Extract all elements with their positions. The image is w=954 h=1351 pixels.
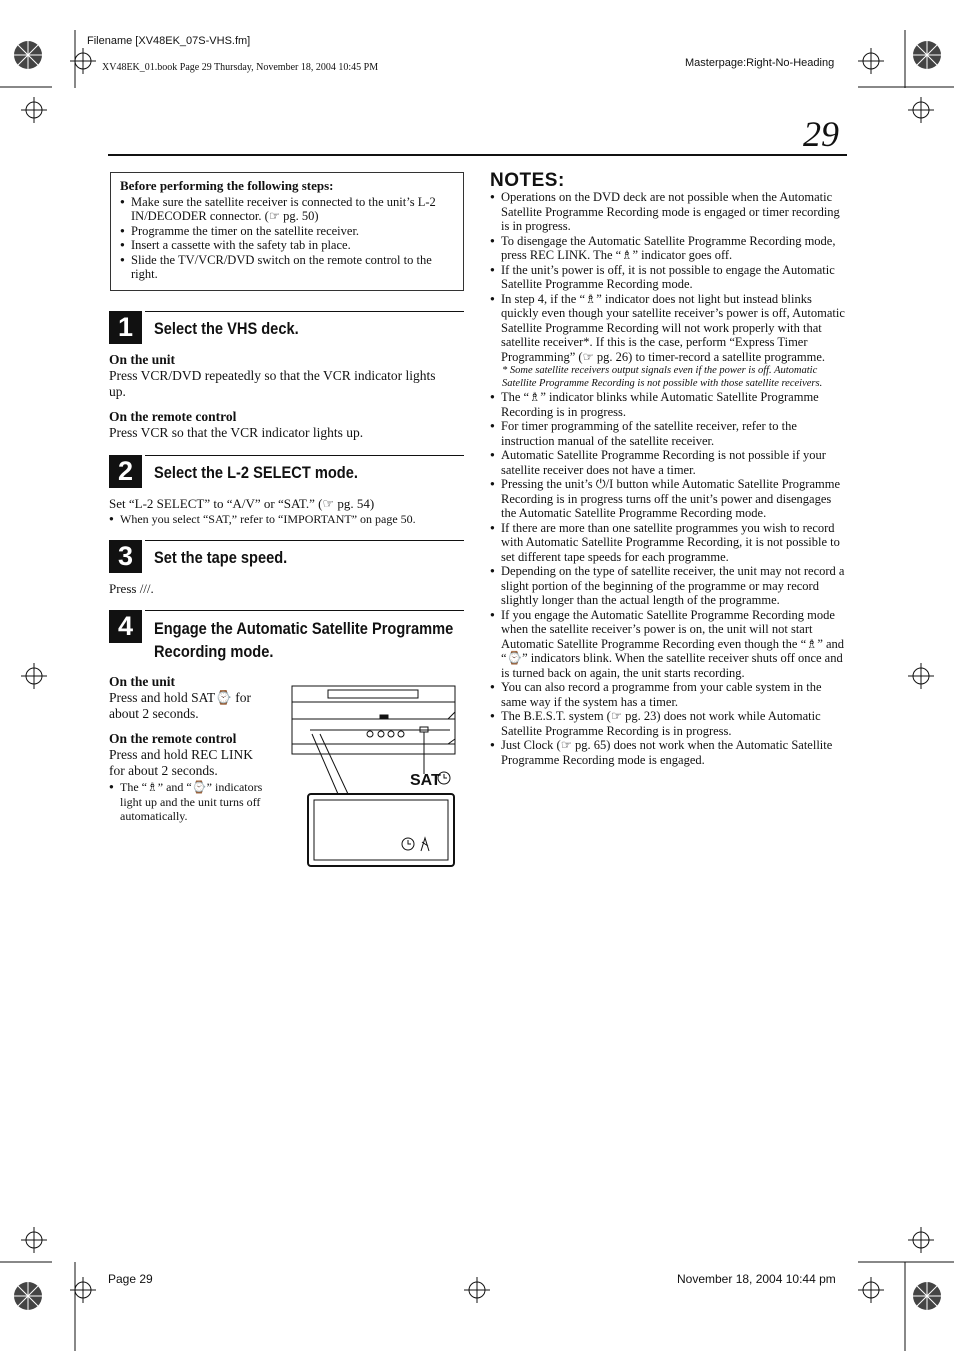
note-item: ● If there are more than one satellite programmes you wish to record with Automatic Satellite Programme Recording, it is not possible to set different tape speeds for each programme.: [490, 521, 846, 565]
vcr-front-panel-figure: [290, 684, 458, 868]
note-item: ● For timer programming of the satellite receiver, refer to the instruction manual of the satellite receiver.: [490, 419, 846, 448]
before-item: ● Make sure the satellite receiver is connected to the unit’s L-2 IN/DECODER connector. (☞ pg. 50): [120, 195, 455, 224]
step-2-bullets: [109, 512, 459, 527]
before-item: ● Slide the TV/VCR/DVD switch on the remote control to the right.: [120, 253, 455, 282]
note-item: ● Depending on the type of satellite receiver, the unit may not record a slight portion of the beginning of the programme or may record slightly longer than the actual length of the programme.: [490, 564, 846, 608]
book-info: XV48EK_01.book Page 29 Thursday, November 18, 2004 10:45 PM: [102, 62, 379, 73]
note-footnote: * Some satellite receivers output signals even if the power is off. Automatic Satellite Programme Recording is not possible with those satellite receivers.: [502, 365, 823, 389]
step-2-bullet: ● When you select “SAT,” refer to “IMPORTANT” on page 50.: [109, 512, 459, 527]
note-item: ● Automatic Satellite Programme Recording is not possible if your satellite receiver does not have a timer.: [490, 448, 846, 477]
note-item: ● You can also record a programme from your cable system in the same way if the system has a timer.: [490, 680, 846, 709]
step-2-text: Set “L-2 SELECT” to “A/V” or “SAT.” (☞ pg. 54): [109, 496, 375, 511]
step-1-rule: [145, 311, 464, 312]
note-item: ● The B.E.S.T. system (☞ pg. 23) does not work while Automatic Satellite Programme Recording is in progress.: [490, 709, 846, 738]
step-4-remote-text-2: for about 2 seconds.: [109, 763, 218, 778]
footer-date: November 18, 2004 10:44 pm: [677, 1272, 836, 1286]
page-number: 29: [803, 114, 839, 154]
note-item: ● If the unit’s power is off, it is not possible to engage the Automatic Satellite Programme Recording mode.: [490, 263, 846, 292]
step-1-number: 1: [109, 311, 142, 344]
step-4-remote-label: On the remote control: [109, 731, 237, 746]
step-4-number: 4: [109, 610, 142, 643]
before-steps-title: Before performing the following steps:: [120, 178, 334, 193]
step-4-remote-text-1: Press and hold REC LINK: [109, 747, 253, 762]
step-3-number: 3: [109, 540, 142, 573]
step-4-bullets: [109, 780, 279, 824]
note-item: ● To disengage the Automatic Satellite Programme Recording mode, press REC LINK. The “♗” indicator goes off.: [490, 234, 846, 263]
step-4-title: [154, 617, 453, 663]
note-item: ● Operations on the DVD deck are not possible when the Automatic Satellite Programme Recording mode is engaged or timer recording is in progress.: [490, 190, 846, 234]
step-1-unit-label: On the unit: [109, 352, 176, 367]
step-3-title: Set the tape speed.: [154, 548, 288, 567]
sat-label: SAT: [410, 772, 441, 789]
header-rule: [108, 154, 847, 156]
step-4-unit-text-2: about 2 seconds.: [109, 706, 199, 721]
step-4-rule: [145, 610, 464, 611]
step-1-title: Select the VHS deck.: [154, 319, 299, 338]
step-2-number: 2: [109, 455, 142, 488]
note-item: ● If you engage the Automatic Satellite Programme Recording mode when the satellite receiver’s power is on, the unit will not start Automatic Satellite Programme Recording even though the “♗” and “⌚” indicators blink. When the satellite receiver shuts off once and is turned back on again, the unit starts recording.: [490, 608, 846, 681]
before-item: ● Programme the timer on the satellite receiver.: [120, 224, 455, 239]
step-4-unit-text-1: Press and hold SAT⌚ for: [109, 690, 252, 705]
step-2-title: Select the L-2 SELECT mode.: [154, 463, 358, 482]
note-item: ● Just Clock (☞ pg. 65) does not work when the Automatic Satellite Programme Recording mode is engaged.: [490, 738, 846, 767]
step-4-title-line1: Engage the Automatic Satellite Programme: [154, 619, 454, 638]
step-4-title-line2: Recording mode.: [154, 642, 274, 661]
step-4-unit-label: On the unit: [109, 674, 176, 689]
filename-label: Filename [XV48EK_07S-VHS.fm]: [87, 35, 251, 47]
step-4-bullet: ● The “♗” and “⌚” indicators light up and the unit turns off automatically.: [109, 780, 279, 824]
step-1-remote-text: Press VCR so that the VCR indicator lights up.: [109, 425, 364, 440]
masterpage-label: Masterpage:Right-No-Heading: [685, 57, 835, 69]
step-1-remote-label: On the remote control: [109, 409, 237, 424]
step-2-rule: [145, 455, 464, 456]
before-item: ● Insert a cassette with the safety tab in place.: [120, 238, 455, 253]
note-item: ● Pressing the unit’s ⏻/I button while Automatic Satellite Programme Recording is in progress turns off the unit’s power and disengages the Automatic Satellite Programme Recording mode.: [490, 477, 846, 521]
step-3-rule: [145, 540, 464, 541]
footer-page-label: Page 29: [108, 1272, 153, 1286]
before-steps-box: [110, 172, 464, 291]
note-item: ● In step 4, if the “♗” indicator does not light but instead blinks quickly even though your satellite receiver’s power is off, Automatic Satellite Programme Recording will not work properly with that satellite receiver*. If this is the case, perform “Express Timer Programming” (☞ pg. 26) to timer-record a satellite programme.: [490, 292, 846, 365]
notes-list: [490, 190, 846, 767]
step-1-unit-text: Press VCR/DVD repeatedly so that the VCR indicator lights up.: [109, 368, 436, 399]
notes-title: NOTES:: [490, 170, 565, 191]
note-item: ● The “♗” indicator blinks while Automatic Satellite Programme Recording is in progress.: [490, 390, 846, 419]
step-3-text: Press ///.: [109, 581, 154, 596]
